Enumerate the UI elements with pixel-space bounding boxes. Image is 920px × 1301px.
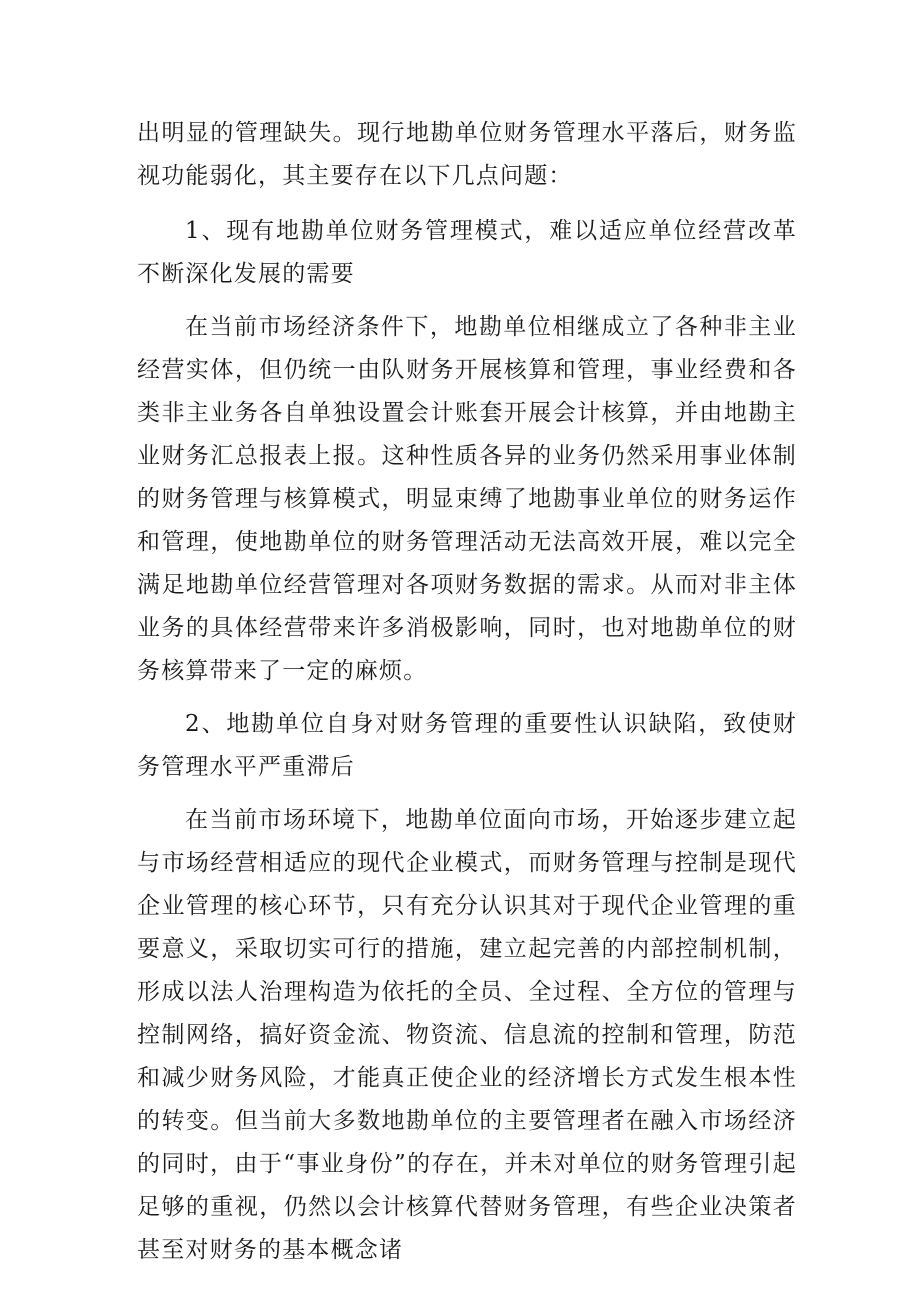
- section-heading-1: 1、现有地勘单位财务管理模式，难以适应单位经营改革不断深化发展的需要: [137, 218, 797, 287]
- paragraph-section-2: 在当前市场环境下，地勘单位面向市场，开始逐步建立起与市场经营相适应的现代企业模式，而财务管理与控制是现代企业管理的核心环节，只有充分认识其对于现代企业管理的重要意义，采取切实可行的措施，建立起完善的内部控制机制，形成以法人治理构造为依托的全员、全过程、全方位的管理与控制网络，搞好资金流、物资流、信息流的控制和管理，防范和减少财务风险，才能真正使企业的经济增长方式发生根本性的转变。但当前大多数地勘单位的主要管理者在融入市场经济的同时，由于“事业身份”的存在，并未对单位的财务管理引起足够的重视，仍然以会计核算代替财务管理，有些企业决策者甚至对财务的基本概念诸: [137, 807, 797, 1263]
- document-body: [137, 112, 797, 1282]
- paragraph-intro: 出明显的管理缺失。现行地勘单位财务管理水平落后，财务监视功能弱化，其主要存在以下几点问题：: [137, 120, 797, 189]
- paragraph-section-1: 在当前市场经济条件下，地勘单位相继成立了各种非主业经营实体，但仍统一由队财务开展核算和管理，事业经费和各类非主业务各自单独设置会计账套开展会计核算，并由地勘主业财务汇总报表上报。这种性质各异的业务仍然采用事业体制的财务管理与核算模式，明显束缚了地勘事业单位的财务运作和管理，使地勘单位的财务管理活动无法高效开展，难以完全满足地勘单位经营管理对各项财务数据的需求。从而对非主体业务的具体经营带来许多消极影响，同时，也对地勘单位的财务核算带来了一定的麻烦。: [137, 314, 797, 684]
- section-heading-2: 2、地勘单位自身对财务管理的重要性认识缺陷，致使财务管理水平严重滞后: [137, 711, 797, 780]
